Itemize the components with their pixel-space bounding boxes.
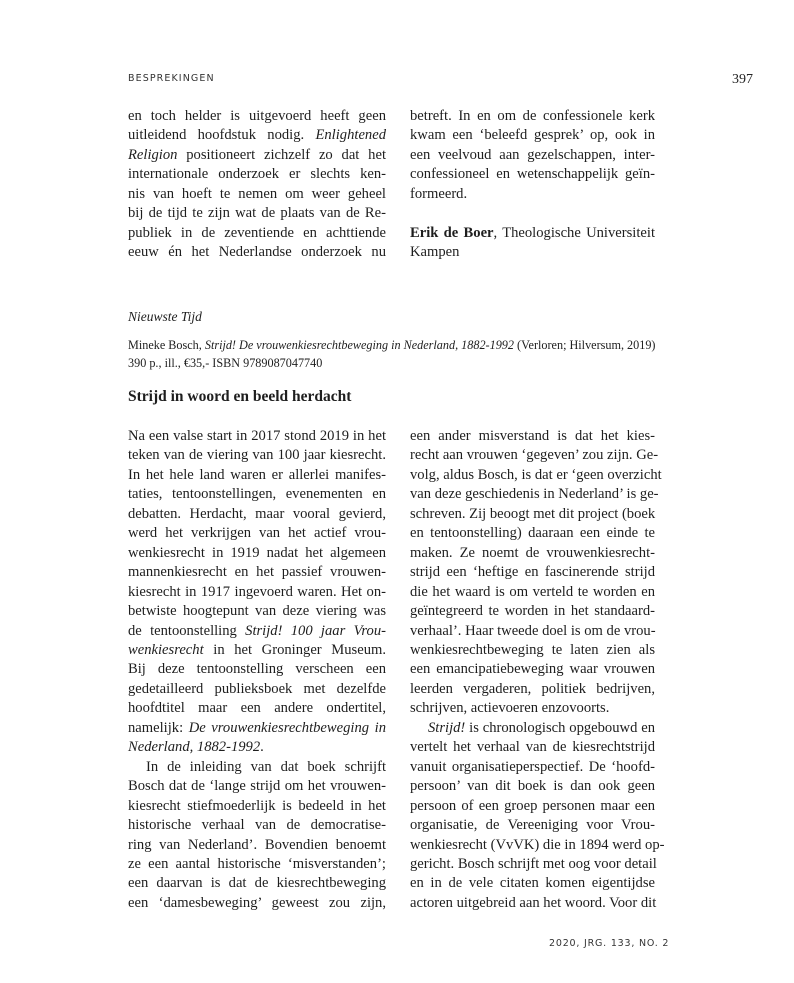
text-line: taties, tentoonstellingen, evenementen en <box>128 486 386 503</box>
text-line: Nederland, 1882-1992. <box>128 739 264 756</box>
text-line: eeuw én het Nederlandse onderzoek nu <box>128 244 386 261</box>
reviewer-affiliation: , Theologische Universiteit <box>493 224 655 241</box>
text-line: schreven. Zij beoogt met dit project (boek <box>410 505 656 522</box>
book-title: Strijd! De vrouwenkiesrechtbeweging in Nederland, 1882-1992 <box>204 338 514 352</box>
text-line: een veelvoud aan gezelschappen, inter- <box>410 146 655 163</box>
italic-title: Strijd! 100 jaar Vrou- <box>245 622 386 639</box>
text-line: kiesrecht in 1917 ingevoerd waren. Het on- <box>128 583 386 600</box>
text-line: vertelt het verhaal van de kiesrechtstrijd <box>410 739 655 756</box>
text-line: een emancipatiebeweging waar vrouwen <box>410 661 655 678</box>
book-reference-line1 <box>128 336 668 354</box>
text-line: en toch helder is uitgevoerd heeft geen <box>128 108 386 124</box>
section-label: Nieuwste Tijd <box>128 309 202 324</box>
text-line: betreft. In en om de confessionele kerk <box>410 108 655 124</box>
text-line: strijd een ‘heftige en fascinerende strijd <box>410 564 655 581</box>
text-line: verhaal’. Haar tweede doel is om de vrou- <box>410 622 656 639</box>
text-line: hoofdtitel maar een andere ondertitel, <box>128 700 386 717</box>
reviewer-name: Erik de Boer <box>410 224 494 241</box>
text-line: vanuit organisatieperspectief. De ‘hoofd- <box>410 758 655 775</box>
text-line: maken. Ze noemt de vrouwenkiesrecht- <box>410 544 655 561</box>
text-line: publiek in de zeventiende en achttiende <box>128 224 386 241</box>
text-line: een ‘damesbeweging’ geweest zou zijn, <box>128 894 386 911</box>
text-line: volg, aldus Bosch, is dat er ‘geen overzicht <box>410 466 662 483</box>
text-line: wenkiesrecht (VvVK) die in 1894 werd op- <box>410 836 665 853</box>
text-line: historische verhaal van de democratise- <box>128 817 386 834</box>
text-line: ze een aantal historische ‘misverstanden’; <box>128 855 386 872</box>
journal-issue-footer: 2020, JRG. 133, NO. 2 <box>549 938 670 949</box>
italic-title: Nederland, 1882-1992 <box>128 739 261 756</box>
reviewer-affiliation-line2: Kampen <box>410 244 460 261</box>
text-line: actoren uitgebreid aan het woord. Voor dit <box>410 894 657 911</box>
text-line: de tentoonstelling Strijd! 100 jaar Vrou- <box>128 622 386 639</box>
book-author: Mineke Bosch, <box>128 338 205 352</box>
text-line: organisatie, de Vereeniging voor Vrou- <box>410 817 655 834</box>
spacer <box>410 204 655 223</box>
review-left-column <box>128 427 386 913</box>
previous-review-left-column <box>128 107 386 263</box>
text-line: Bosch dat de ‘lange strijd om het vrouwen- <box>128 778 386 795</box>
text-line: internationale onderzoek er slechts ken- <box>128 166 386 183</box>
text-line: en in de vele citaten komen eigentijdse <box>410 875 655 892</box>
text-line: werd het verkrijgen van het actief vrou- <box>128 525 386 542</box>
text-line: persoon’ van dit boek is dan ook geen <box>410 778 655 795</box>
text-line: namelijk: De vrouwenkiesrechtbeweging in <box>128 719 386 736</box>
text-line: persoon of een groep personen maar een <box>410 797 655 814</box>
text-line: formeerd. <box>410 185 468 202</box>
text-line: wenkiesrecht in het Groninger Museum. <box>128 641 386 658</box>
text-line: kiesrecht stiefmoederlijk is bedeeld in het <box>128 797 386 814</box>
text-line: Strijd! is chronologisch opgebouwd en <box>428 719 655 736</box>
text-line: bij de tijd te zijn wat de plaats van de Re- <box>128 205 386 222</box>
text-line: en tentoonstelling) daaraan een einde te <box>410 525 655 542</box>
text-line: In de inleiding van dat boek schrijft <box>146 758 386 775</box>
text-line: leerden vergaderen, politiek bedrijven, <box>410 680 655 697</box>
text-line: betwiste hoogtepunt van deze viering was <box>128 603 386 620</box>
text-line: geïntegreerd te worden in het standaard- <box>410 603 655 620</box>
italic-title: Enlightened <box>315 127 386 144</box>
italic-title: De vrouwenkiesrechtbeweging in <box>188 719 386 736</box>
book-reference <box>128 336 668 372</box>
previous-review-right-column <box>410 107 655 263</box>
text-line: Bij deze tentoonstelling verscheen een <box>128 661 386 678</box>
text-line: die het waard is om verteld te worden en <box>410 583 655 600</box>
text-line: ring van Nederland’. Bovendien benoemt <box>128 836 386 853</box>
reviewer-signature <box>410 224 655 243</box>
italic-title: Strijd! <box>428 719 466 736</box>
text-line: debatten. Herdacht, maar vooral gevierd, <box>128 505 386 522</box>
text-line: wenkiesrecht in 1919 nadat het algemeen <box>128 544 386 561</box>
text-line: uitleidend hoofdstuk nodig. Enlightened <box>128 127 386 144</box>
text-line: wenkiesrechtbeweging te laten zien als <box>410 641 655 658</box>
text-line: gedetailleerd publieksboek met dezelfde <box>128 680 386 697</box>
text-line: kwam een ‘beleefd gesprek’ op, ook in <box>410 127 655 144</box>
text-line: teken van de viering van 100 jaar kiesrecht. <box>128 447 386 464</box>
text-line: recht aan vrouwen ‘gegeven’ zou zijn. Ge- <box>410 447 659 464</box>
text-line: mannenkiesrecht en het passief vrouwen- <box>128 564 386 581</box>
text-line: Religion positioneert zichzelf zo dat het <box>128 146 386 163</box>
running-head: BESPREKINGEN <box>128 73 215 84</box>
text-line: Na een valse start in 2017 stond 2019 in het <box>128 428 386 444</box>
text-line: In het hele land waren er allerlei manifes- <box>128 466 386 483</box>
text-line: confessioneel en wetenschappelijk geïn- <box>410 166 655 183</box>
page-number: 397 <box>732 72 753 87</box>
review-right-column <box>410 427 665 913</box>
italic-title: Religion <box>128 146 178 163</box>
text-line: gericht. Bosch schrijft met oog voor detail <box>410 855 657 872</box>
text-line: schrijven, actievoeren enzovoorts. <box>410 700 610 717</box>
text-line: een daarvan is dat de kiesrechtbeweging <box>128 875 386 892</box>
text-line: een ander misverstand is dat het kies- <box>410 428 655 444</box>
text-line: nis van hoeft te nemen om weer geheel <box>128 185 386 202</box>
text-line: van deze geschiedenis in Nederland’ is ge- <box>410 486 659 503</box>
book-publisher: (Verloren; Hilversum, 2019) <box>514 338 656 352</box>
review-title: Strijd in woord en beeld herdacht <box>128 388 352 405</box>
book-details: 390 p., ill., €35,- ISBN 9789087047740 <box>128 356 323 370</box>
italic-title: wenkiesrecht <box>128 641 204 658</box>
